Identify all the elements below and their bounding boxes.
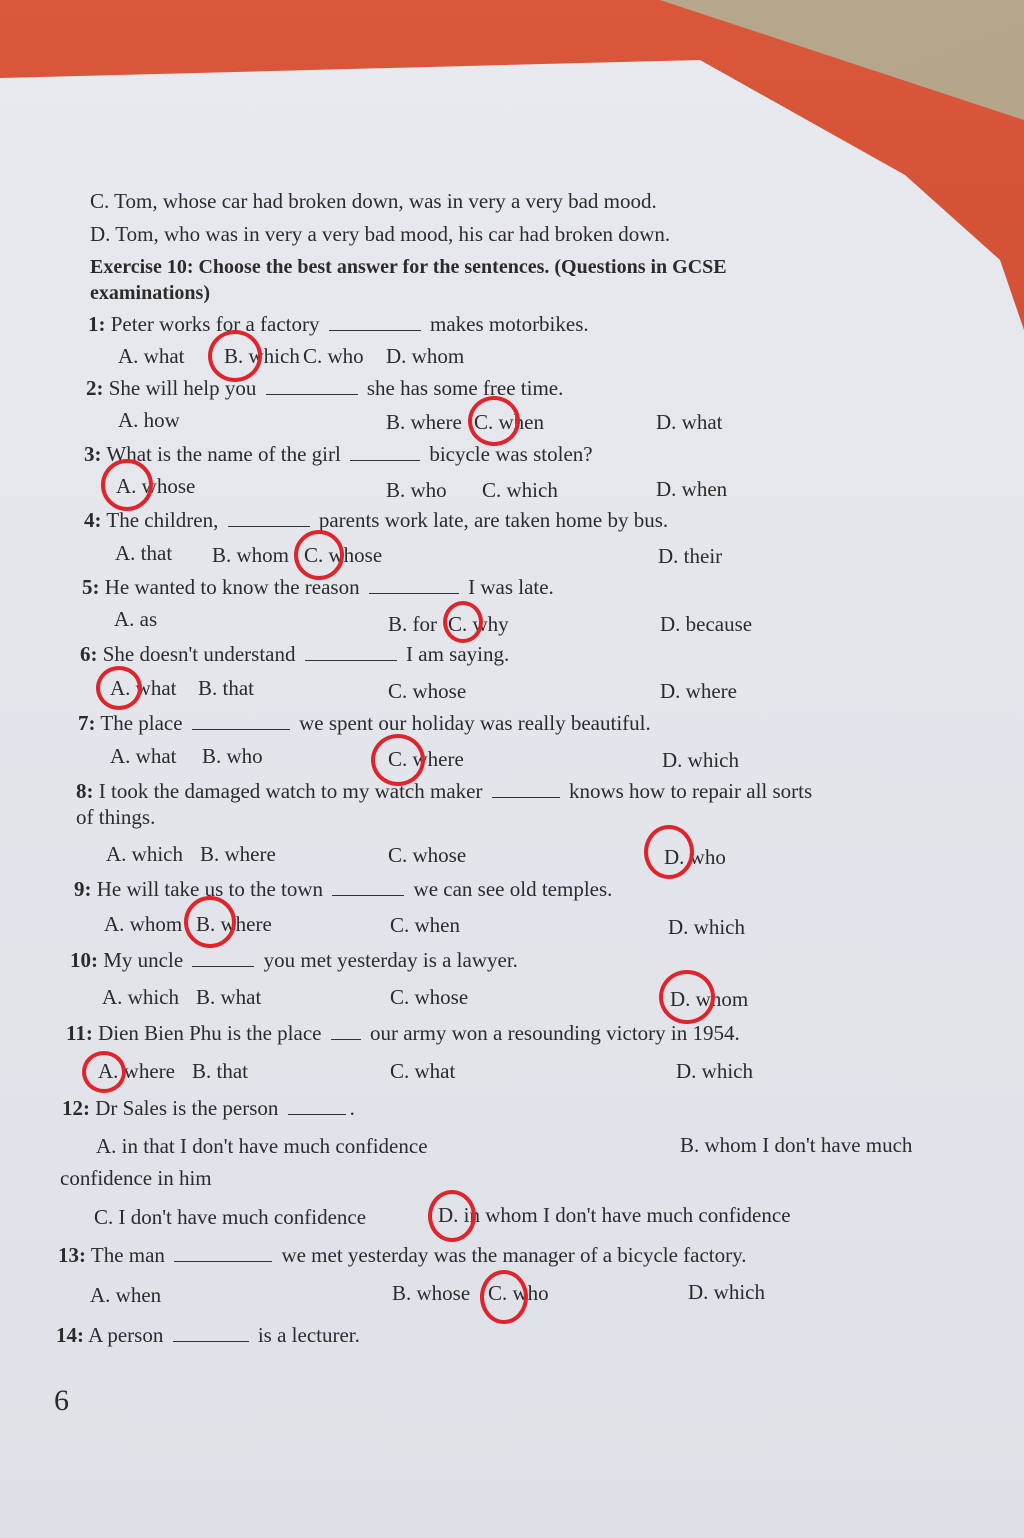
q13-option-c: C. who bbox=[488, 1281, 549, 1305]
q1-option-c: C. who bbox=[303, 344, 364, 368]
q5-option-c: C. why bbox=[448, 612, 509, 636]
q11-option-a: A. where bbox=[98, 1059, 175, 1083]
q10-option-d: D. whom bbox=[670, 987, 749, 1011]
q4-option-c: C. whose bbox=[304, 543, 383, 567]
q12-option-d: D. in whom I don't have much confidence bbox=[438, 1203, 791, 1227]
q7-option-b: B. who bbox=[202, 744, 263, 768]
answer-circle-q12 bbox=[428, 1190, 476, 1242]
q12-option-c: C. I don't have much confidence bbox=[94, 1205, 367, 1229]
question-text: He will take us to the town bbox=[96, 877, 324, 901]
q9-option-d: D. which bbox=[668, 915, 745, 939]
q6-option-a: A. what bbox=[110, 676, 177, 700]
answer-blank bbox=[369, 575, 459, 594]
question-1 bbox=[88, 311, 589, 337]
answer-circle-q9 bbox=[184, 896, 236, 948]
q9-option-a: A. whom bbox=[104, 912, 183, 936]
answer-circle-q11 bbox=[82, 1051, 126, 1093]
q2-option-a: A. how bbox=[118, 408, 180, 432]
q2-option-c: C. when bbox=[474, 410, 544, 434]
q1-option-b: B. which bbox=[224, 344, 300, 368]
q9-option-c: C. when bbox=[390, 913, 460, 937]
question-text: What is the name of the girl bbox=[106, 442, 341, 466]
answer-circle-q4 bbox=[294, 530, 344, 580]
answer-blank bbox=[266, 376, 358, 395]
question-text: Peter works for a factory bbox=[110, 312, 320, 336]
q3-option-d: D. when bbox=[656, 477, 728, 501]
answer-blank bbox=[192, 948, 254, 967]
answer-blank bbox=[305, 642, 397, 661]
q10-option-c: C. whose bbox=[390, 985, 469, 1009]
question-text-end: we spent our holiday was really beautiful. bbox=[299, 711, 651, 735]
question-number: 3: bbox=[84, 442, 102, 466]
question-13 bbox=[58, 1242, 747, 1268]
q8-option-a: A. which bbox=[106, 842, 183, 866]
q3-option-a: A. whose bbox=[116, 474, 196, 498]
question-number: 12: bbox=[62, 1096, 90, 1120]
q8-option-c: C. whose bbox=[388, 843, 467, 867]
q3-option-c: C. which bbox=[482, 478, 558, 502]
question-number: 14: bbox=[56, 1323, 84, 1347]
q12-option-b-cont: confidence in him bbox=[60, 1166, 212, 1190]
question-number: 1: bbox=[88, 312, 106, 336]
question-9 bbox=[74, 876, 612, 902]
answer-blank bbox=[332, 877, 404, 896]
answer-blank bbox=[331, 1021, 361, 1040]
answer-circle-q3 bbox=[101, 459, 153, 511]
question-text: The man bbox=[90, 1243, 165, 1267]
question-8-cont: of things. bbox=[76, 805, 156, 829]
question-number: 4: bbox=[84, 508, 102, 532]
question-text-end: I am saying. bbox=[406, 642, 510, 666]
q8-option-b: B. where bbox=[200, 842, 276, 866]
question-11 bbox=[66, 1020, 740, 1046]
q11-option-c: C. what bbox=[390, 1059, 456, 1083]
question-4 bbox=[84, 507, 668, 533]
answer-blank bbox=[492, 779, 560, 798]
q5-option-b: B. for bbox=[388, 612, 437, 636]
question-number: 11: bbox=[66, 1021, 93, 1045]
answer-circle-q2 bbox=[468, 396, 520, 446]
q10-option-a: A. which bbox=[102, 985, 179, 1009]
q6-option-b: B. that bbox=[198, 676, 254, 700]
question-text: The place bbox=[100, 711, 183, 735]
q2-option-b: B. where bbox=[386, 410, 462, 434]
q13-option-b: B. whose bbox=[392, 1281, 471, 1305]
question-text: Dien Bien Phu is the place bbox=[98, 1021, 322, 1045]
q1-option-a: A. what bbox=[118, 344, 185, 368]
q7-option-a: A. what bbox=[110, 744, 177, 768]
question-12 bbox=[62, 1095, 355, 1121]
question-text: I took the damaged watch to my watch maker bbox=[98, 779, 483, 803]
question-text-end: our army won a resounding victory in 1954. bbox=[369, 1021, 740, 1045]
page-number: 6 bbox=[54, 1384, 69, 1417]
question-number: 10: bbox=[70, 948, 98, 972]
question-text: A person bbox=[88, 1323, 164, 1347]
q4-option-a: A. that bbox=[115, 541, 173, 565]
q6-option-d: D. where bbox=[660, 679, 737, 703]
question-text: He wanted to know the reason bbox=[104, 575, 360, 599]
answer-blank bbox=[228, 508, 310, 527]
answer-circle-q8 bbox=[644, 825, 694, 879]
answer-blank bbox=[173, 1323, 249, 1342]
answer-circle-q13 bbox=[480, 1270, 528, 1324]
question-number: 5: bbox=[82, 575, 100, 599]
q13-option-d: D. which bbox=[688, 1280, 765, 1304]
question-text-end: is a lecturer. bbox=[257, 1323, 360, 1347]
question-text-end: we met yesterday was the manager of a bicycle factory. bbox=[281, 1243, 747, 1267]
question-text-end: bicycle was stolen? bbox=[429, 442, 593, 466]
q10-option-b: B. what bbox=[196, 985, 262, 1009]
answer-circle-q1 bbox=[208, 330, 262, 382]
question-6 bbox=[80, 641, 509, 667]
q8-option-d: D. who bbox=[664, 845, 726, 869]
question-3 bbox=[84, 441, 593, 467]
answer-circle-q7 bbox=[371, 734, 425, 786]
exercise-heading: Exercise 10: Choose the best answer for the sentences. (Questions in GCSE bbox=[90, 256, 727, 278]
answer-circle-q6 bbox=[96, 666, 142, 710]
exercise-heading-cont: examinations) bbox=[90, 282, 210, 304]
q1-option-d: D. whom bbox=[386, 344, 465, 368]
q2-option-d: D. what bbox=[656, 410, 723, 434]
question-number: 9: bbox=[74, 877, 92, 901]
q11-option-d: D. which bbox=[676, 1059, 753, 1083]
q7-option-d: D. which bbox=[662, 748, 739, 772]
answer-circle-q5 bbox=[443, 601, 483, 643]
question-text-end: you met yesterday is a lawyer. bbox=[263, 948, 518, 972]
q3-option-b: B. who bbox=[386, 478, 447, 502]
answer-circle-q10 bbox=[659, 970, 715, 1024]
question-text: She will help you bbox=[108, 376, 257, 400]
question-text: My uncle bbox=[103, 948, 184, 972]
q4-option-b: B. whom bbox=[212, 543, 290, 567]
q4-option-d: D. their bbox=[658, 544, 723, 568]
q11-option-b: B. that bbox=[192, 1059, 248, 1083]
question-number: 6: bbox=[80, 642, 98, 666]
answer-blank bbox=[329, 312, 421, 331]
answer-blank bbox=[288, 1096, 346, 1115]
question-text-end: parents work late, are taken home by bus. bbox=[318, 508, 669, 532]
prev-option-c: C. Tom, whose car had broken down, was in very a very bad mood. bbox=[90, 189, 657, 213]
question-number: 7: bbox=[78, 711, 96, 735]
question-text: Dr Sales is the person bbox=[95, 1096, 279, 1120]
question-7 bbox=[78, 710, 651, 736]
q9-option-b: B. where bbox=[196, 912, 272, 936]
answer-blank bbox=[174, 1243, 272, 1262]
q5-option-a: A. as bbox=[114, 607, 158, 631]
q13-option-a: A. when bbox=[90, 1283, 162, 1307]
question-text: The children, bbox=[106, 508, 219, 532]
question-text-end: knows how to repair all sorts bbox=[568, 779, 813, 803]
question-8 bbox=[76, 778, 812, 804]
q12-option-a: A. in that I don't have much confidence bbox=[96, 1134, 428, 1158]
answer-blank bbox=[192, 711, 290, 730]
question-text-end: she has some free time. bbox=[366, 376, 564, 400]
question-text-end: I was late. bbox=[468, 575, 554, 599]
q6-option-c: C. whose bbox=[388, 679, 467, 703]
question-number: 13: bbox=[58, 1243, 86, 1267]
answer-blank bbox=[350, 442, 420, 461]
question-text: She doesn't understand bbox=[102, 642, 296, 666]
question-text-end: . bbox=[349, 1096, 355, 1120]
question-number: 2: bbox=[86, 376, 104, 400]
prev-option-d: D. Tom, who was in very a very bad mood, his car had broken down. bbox=[90, 222, 671, 246]
question-number: 8: bbox=[76, 779, 94, 803]
q5-option-d: D. because bbox=[660, 612, 753, 636]
q12-option-b: B. whom I don't have much bbox=[680, 1133, 913, 1157]
question-14 bbox=[56, 1322, 360, 1348]
q7-option-c: C. where bbox=[388, 747, 464, 771]
question-10 bbox=[70, 947, 518, 973]
question-text-end: makes motorbikes. bbox=[430, 312, 589, 336]
question-text-end: we can see old temples. bbox=[413, 877, 613, 901]
